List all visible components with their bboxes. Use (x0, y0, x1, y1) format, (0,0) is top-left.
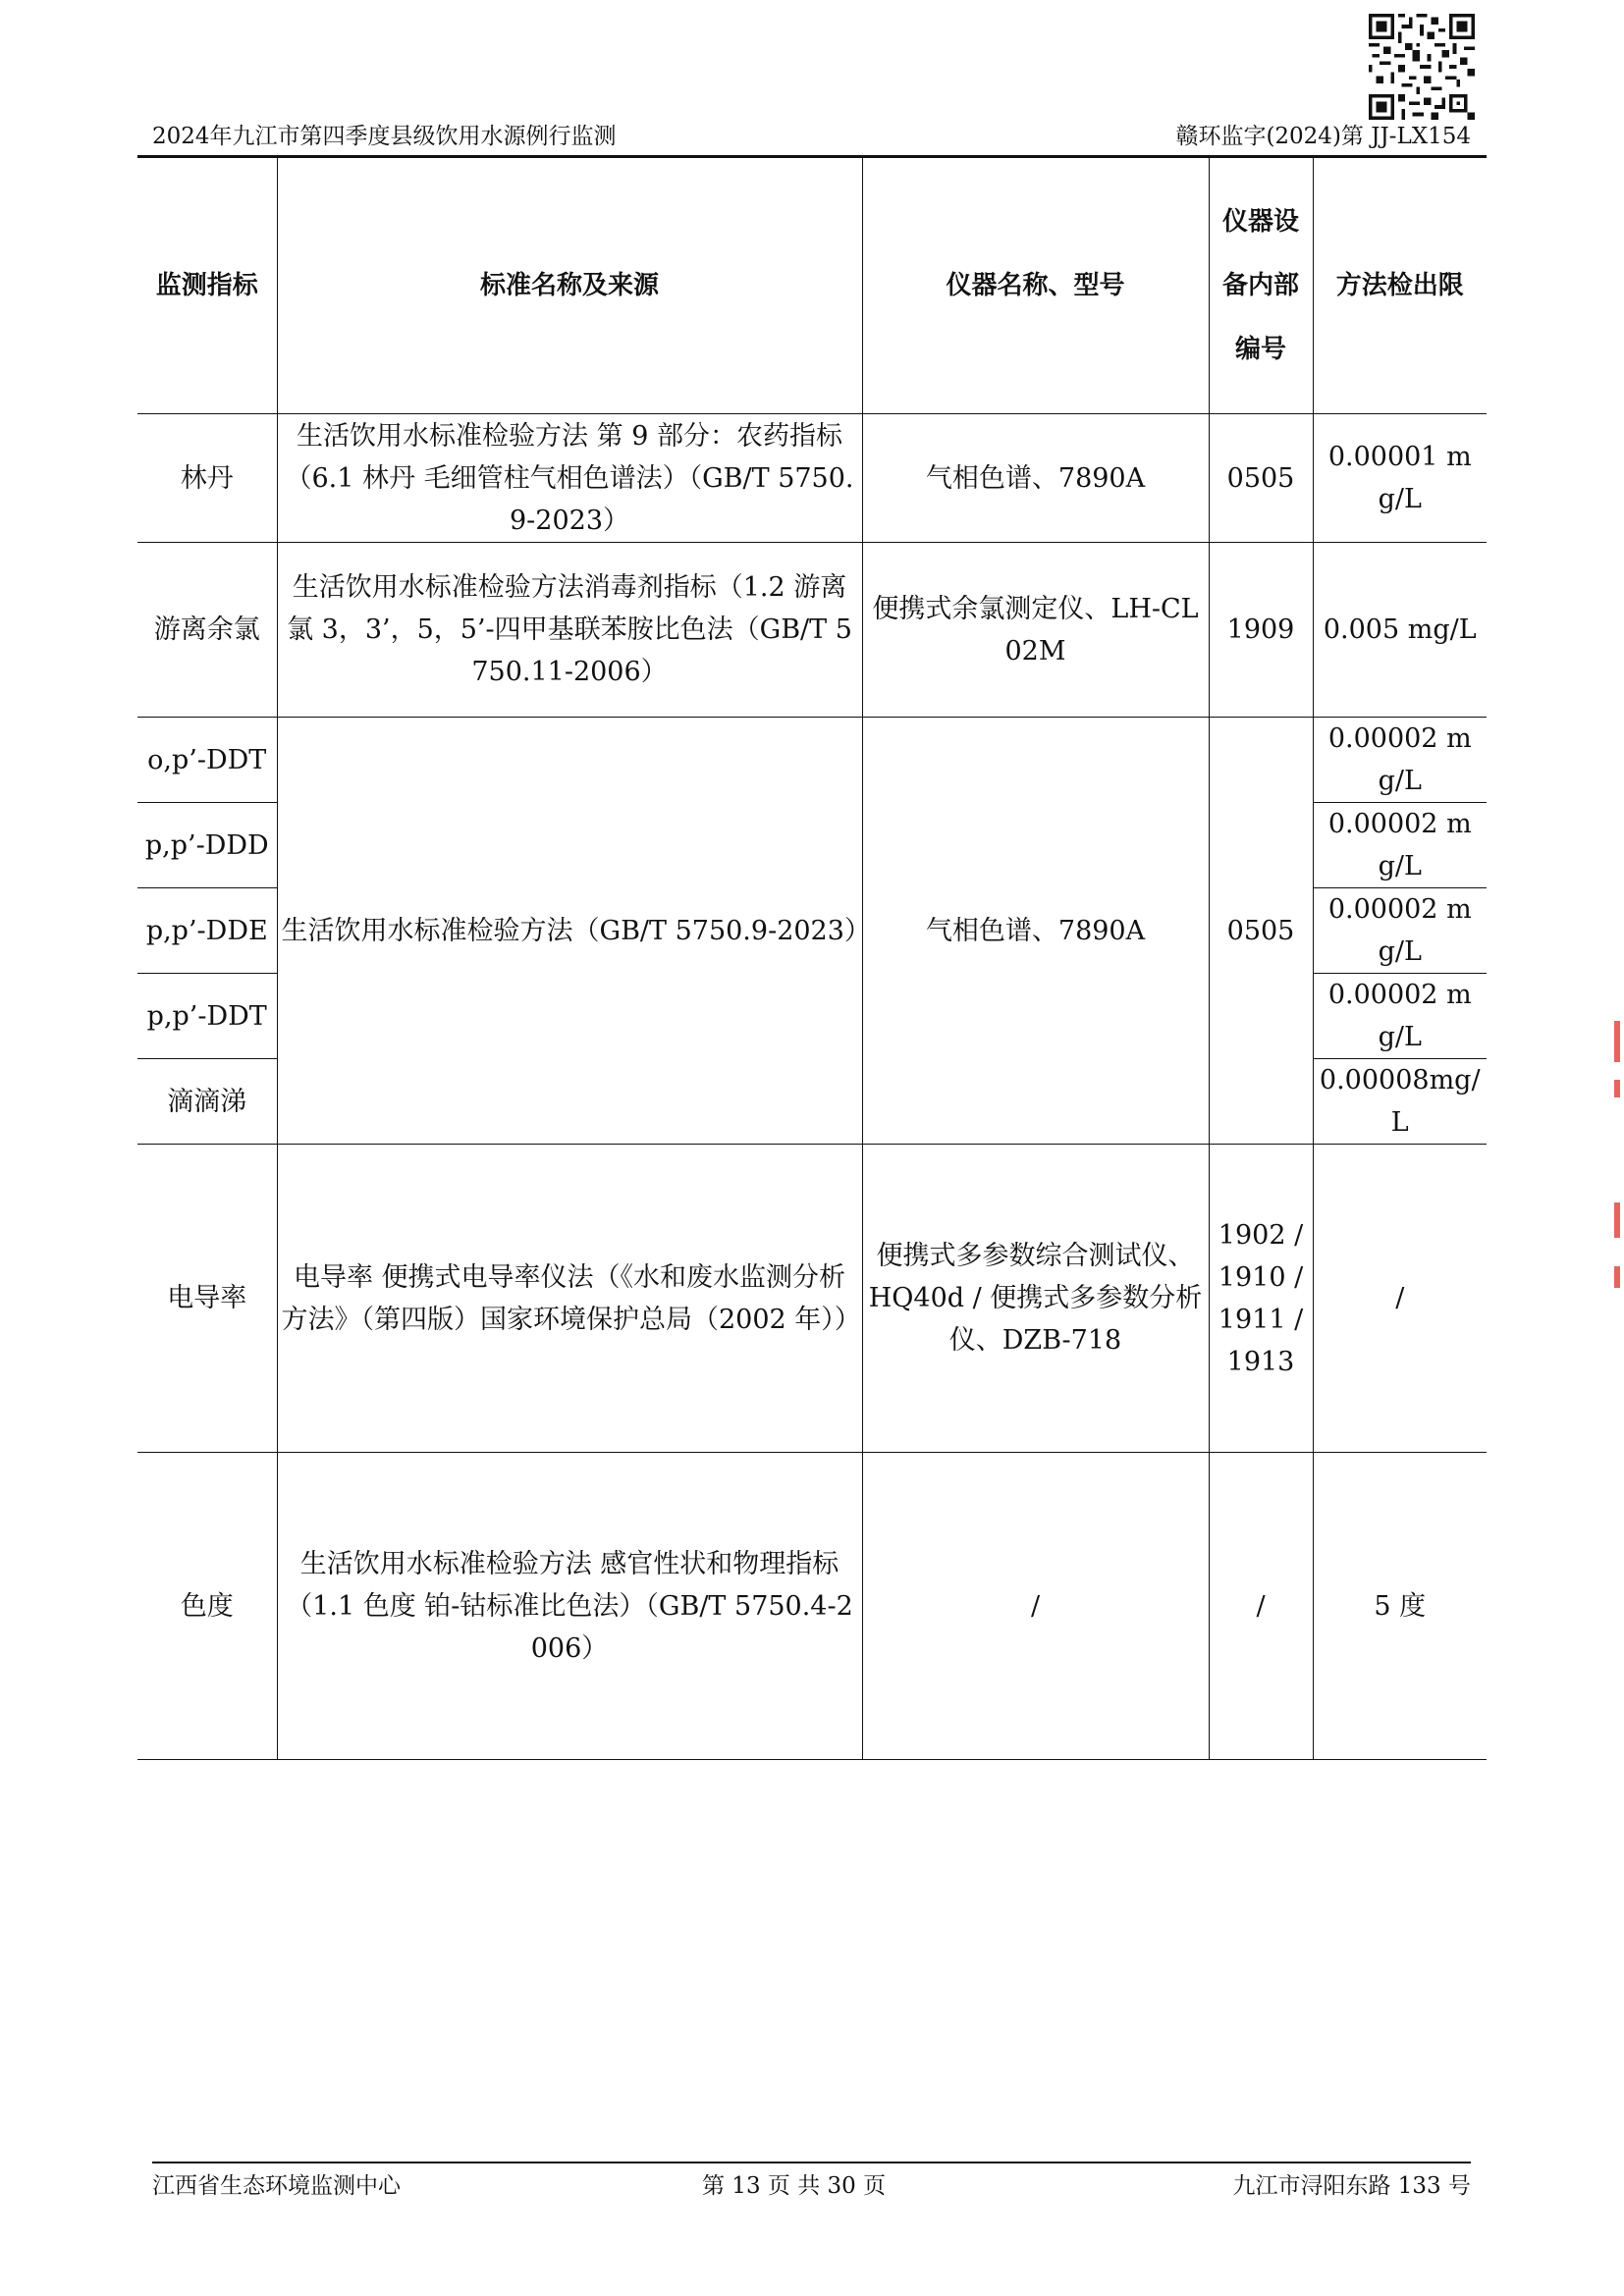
cell-limit: 0.00002 mg/L (1313, 718, 1487, 803)
cell-limit: 5 度 (1313, 1453, 1487, 1760)
cell-device-id: / (1209, 1453, 1313, 1760)
cell-standard: 生活饮用水标准检验方法 感官性状和物理指标（1.1 色度 铂-钴标准比色法）（GB/T 5750.4-2006） (277, 1453, 862, 1760)
cell-indicator: 色度 (137, 1453, 277, 1760)
table-row (137, 543, 1487, 718)
device-id-line: 1902 / (1218, 1219, 1304, 1251)
device-id-line: 1913 (1226, 1346, 1295, 1377)
footer-organization: 江西省生态环境监测中心 (152, 2173, 401, 2199)
cell-indicator: 林丹 (137, 414, 277, 543)
device-id-line: 1911 / (1218, 1304, 1304, 1335)
cell-standard: 生活饮用水标准检验方法消毒剂指标（1.2 游离氯 3，3’，5，5’-四甲基联苯胺比色法（GB/T 5750.11-2006） (277, 543, 862, 718)
header-indicator: 监测指标 (137, 158, 277, 414)
header-standard: 标准名称及来源 (277, 158, 862, 414)
cell-instrument: 气相色谱、7890A (862, 718, 1209, 1145)
footer-divider (152, 2162, 1471, 2163)
cell-device-id: 0505 (1209, 414, 1313, 543)
cell-limit: / (1313, 1145, 1487, 1453)
cell-instrument: 气相色谱、7890A (862, 414, 1209, 543)
cell-standard: 电导率 便携式电导率仪法（《水和废水监测分析方法》（第四版）国家环境保护总局（2002 年）） (277, 1145, 862, 1453)
table-row (137, 1145, 1487, 1453)
cell-instrument: / (862, 1453, 1209, 1760)
cell-instrument: 便携式多参数综合测试仪、HQ40d / 便携式多参数分析仪、DZB-718 (862, 1145, 1209, 1453)
cell-limit: 0.005 mg/L (1313, 543, 1487, 718)
cell-indicator: p,p’-DDD (137, 803, 277, 888)
seal-edge-mark (1614, 1266, 1620, 1288)
table-row (137, 1453, 1487, 1760)
cell-device-id: 1909 (1209, 543, 1313, 718)
report-number: 赣环监字(2024)第 JJ-LX154 (1175, 124, 1471, 149)
cell-limit: 0.00008mg/L (1313, 1059, 1487, 1145)
cell-device-id (1209, 1145, 1313, 1453)
page-number: 第 13 页 共 30 页 (702, 2173, 887, 2199)
page-header (152, 118, 1471, 151)
cell-indicator: o,p’-DDT (137, 718, 277, 803)
seal-edge-mark (1614, 1202, 1620, 1238)
cell-limit: 0.00001 mg/L (1313, 414, 1487, 543)
cell-indicator: 滴滴涕 (137, 1059, 277, 1145)
cell-limit: 0.00002 mg/L (1313, 974, 1487, 1059)
seal-edge-mark (1614, 1021, 1620, 1062)
table-row (137, 414, 1487, 543)
cell-indicator: p,p’-DDE (137, 888, 277, 974)
cell-instrument: 便携式余氯测定仪、LH-CL02M (862, 543, 1209, 718)
seal-edge-mark (1614, 1080, 1620, 1097)
page-footer (152, 2167, 1471, 2201)
header-instrument: 仪器名称、型号 (862, 158, 1209, 414)
footer-address: 九江市浔阳东路 133 号 (1232, 2173, 1471, 2199)
cell-limit: 0.00002 mg/L (1313, 888, 1487, 974)
cell-standard: 生活饮用水标准检验方法（GB/T 5750.9-2023） (277, 718, 862, 1145)
cell-indicator: p,p’-DDT (137, 974, 277, 1059)
cell-standard: 生活饮用水标准检验方法 第 9 部分：农药指标（6.1 林丹 毛细管柱气相色谱法）（GB/T 5750.9-2023） (277, 414, 862, 543)
report-title: 2024年九江市第四季度县级饮用水源例行监测 (152, 124, 617, 149)
qr-code-icon (1369, 14, 1475, 120)
device-id-line: 1910 / (1218, 1261, 1304, 1293)
cell-indicator: 游离余氯 (137, 543, 277, 718)
cell-limit: 0.00002 mg/L (1313, 803, 1487, 888)
cell-device-id: 0505 (1209, 718, 1313, 1145)
header-device-id: 仪器设备内部编号 (1209, 158, 1313, 414)
table-header-row (137, 158, 1487, 414)
cell-indicator: 电导率 (137, 1145, 277, 1453)
method-table (137, 157, 1487, 1760)
header-detection-limit: 方法检出限 (1313, 158, 1487, 414)
table-row (137, 718, 1487, 803)
